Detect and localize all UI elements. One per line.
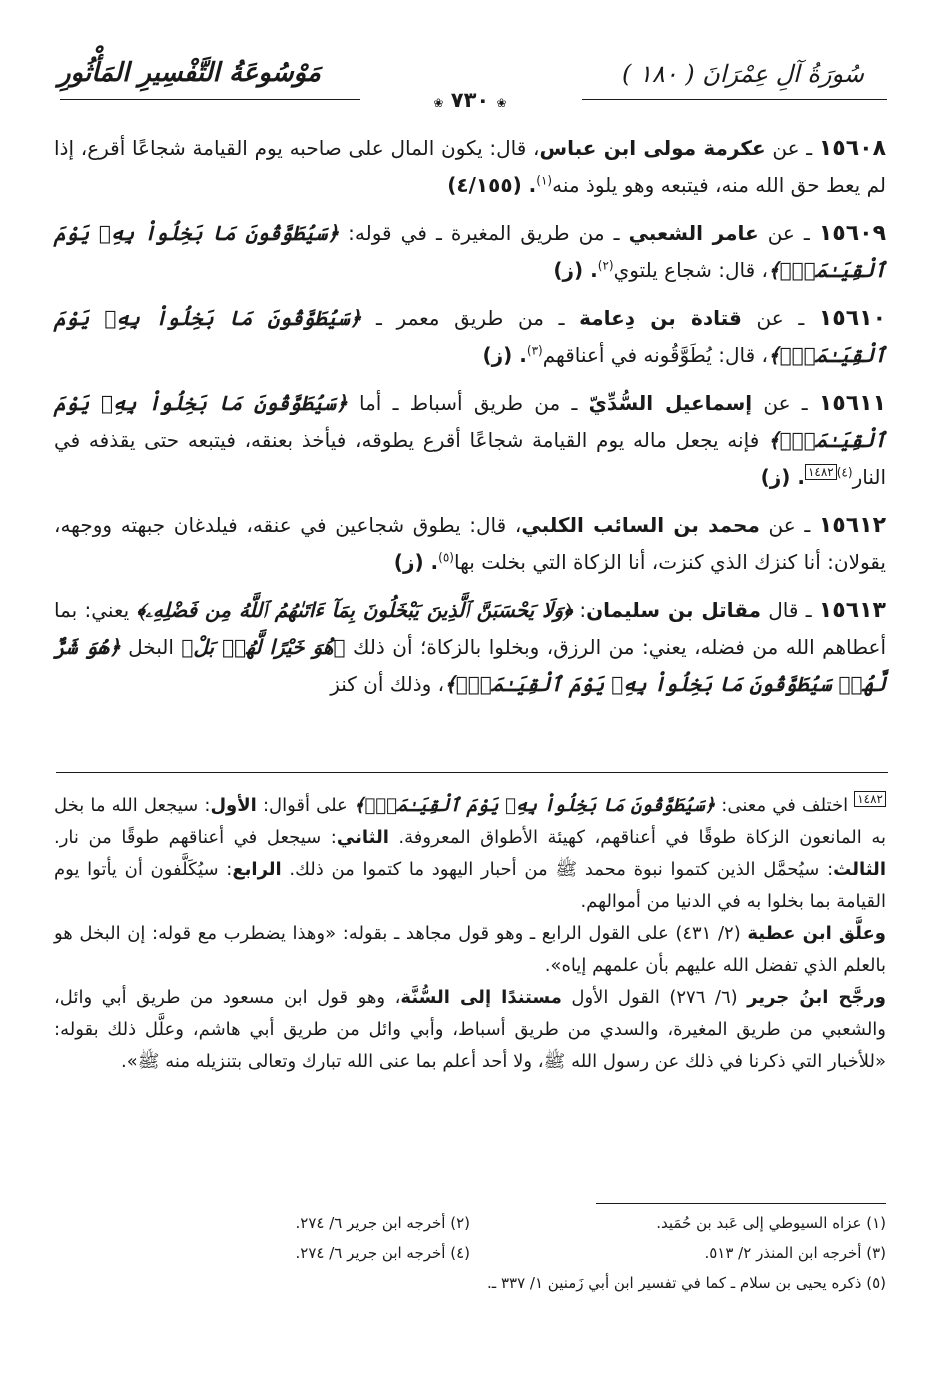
opinion-label: الثالث <box>833 859 886 880</box>
header-rule-left <box>60 99 360 100</box>
footnote-separator <box>596 1203 886 1204</box>
narration-entry: ١٥٦١٣ ـ قال مقاتل بن سليمان: ﴿وَلَا يَحْسَبَنَّ ٱلَّذِينَ يَبْخَلُونَ بِمَآ ءَاتَىٰهُمُ ٱللَّهُ مِن فَضْلِهِۦ﴾ يعني: بما أعطاهم الله من فضله، يعني: من الرزق، وبخلوا بالزكاة؛ أن ذلك ﴿هُوَ خَيْرًا لَّهُمۖ بَلْ﴾ البخل ﴿هُوَ شَرٌّ لَّهُمۖ سَيُطَوَّقُونَ مَا بَخِلُواْ بِهِۦ يَوْمَ ٱلْقِيَـٰمَةِۗ﴾، وذلك أن كنز <box>54 598 886 696</box>
quran-verse: ﴿هُوَ شَرٌّ لَّهُمۖ سَيُطَوَّقُونَ مَا بَخِلُواْ بِهِۦ يَوْمَ ٱلْقِيَـٰمَةِۗ﴾ <box>54 635 886 696</box>
reference: . (ز) <box>482 343 527 367</box>
footnote-row <box>54 1208 886 1238</box>
entry-number: ١٥٦٠٩ <box>818 221 886 246</box>
footnote: (٥) ذكره يحيى بن سلام ـ كما في تفسير ابن أبي زَمنين ١/ ٣٣٧ ـ. <box>487 1274 886 1292</box>
quran-verse: ﴿سَيُطَوَّقُونَ مَا بَخِلُواْ بِهِۦ يَوْمَ ٱلْقِيَـٰمَةِۗ﴾ <box>353 795 716 816</box>
narrator-name: إسماعيل السُّدِّيّ <box>588 391 753 415</box>
narration-entry: ١٥٦٠٩ ـ عن عامر الشعبي ـ من طريق المغيرة ـ في قوله: ﴿سَيُطَوَّقُونَ مَا بَخِلُواْ بِهِۦ يَوْمَ ٱلْقِيَـٰمَةِۗ﴾، قال: شجاع يلتوي$^{(٢)}$. (ز) <box>54 221 886 282</box>
entry-number: ١٥٦١٣ <box>818 598 886 623</box>
narrator-name: عامر الشعبي <box>628 221 759 245</box>
scholar-name: ابن عطية <box>747 923 832 944</box>
entry-number: ١٥٦١٠ <box>818 306 887 331</box>
footnote-marker: (٤) <box>836 465 853 480</box>
quran-verse: ﴿سَيُطَوَّقُونَ مَا بَخِلُواْ بِهِۦ يَوْمَ ٱلْقِيَـٰمَةِۗ﴾ <box>54 221 886 282</box>
commentary-section <box>54 790 886 1078</box>
reference: . (ز) <box>553 258 598 282</box>
footnote: (١) عزاه السيوطي إلى عَبد بن حُمَيد. <box>656 1214 886 1232</box>
reference: . (ز) <box>393 550 439 574</box>
scholar-name: ابنُ جرير <box>747 987 829 1008</box>
commentary-separator <box>56 772 888 773</box>
quran-verse: ﴿سَيُطَوَّقُونَ مَا بَخِلُواْ بِهِۦ يَوْمَ ٱلْقِيَـٰمَةِۗ﴾ <box>54 391 886 452</box>
emphasis: مستندًا إلى السُّنَّة <box>400 987 562 1008</box>
page-number: ❀ ٧٣٠ ❀ <box>420 88 520 112</box>
book-title: مَوْسُوعَةُ التَّفْسِيرِ المَأْثُورِ <box>58 58 321 88</box>
commentary-link[interactable]: ١٤٨٢ <box>805 464 837 480</box>
narrations <box>54 130 886 714</box>
footnote: (٣) أخرجه ابن المنذر ٢/ ٥١٣. <box>704 1244 886 1262</box>
header-rule-right <box>582 99 887 100</box>
narrator-name: عكرمة مولى ابن عباس <box>539 136 766 160</box>
surah-title: سُورَةُ آلِ عِمْرَانَ ( ١٨٠ ) <box>621 60 864 88</box>
reference: . (٤/١٥٥) <box>447 173 537 197</box>
commentary-paragraph: ورجَّح ابنُ جرير (٦/ ٢٧٦) القول الأول مستندًا إلى السُّنَّة، وهو قول ابن مسعود من طريق أبي وائل، والشعبي من طريق المغيرة، والسدي من طريق أسباط، وأبي وائل من طريق أبي هاشم، وعلَّل ذلك بقوله: «للأخبار التي ذكرنا في ذلك عن رسول الله ﷺ، ولا أحد أعلم بما عنى الله تبارك وتعالى بتنزيله منه ﷺ». <box>54 987 886 1072</box>
narrator-name: مقاتل بن سليمان <box>586 598 761 622</box>
ornament-icon: ❀ <box>433 96 444 110</box>
narration-entry: ١٥٦٠٨ ـ عن عكرمة مولى ابن عباس، قال: يكون المال على صاحبه يوم القيامة شجاعًا أقرع، إذا لم يعط حق الله منه، فيتبعه وهو يلوذ منه$^{(١)}$. (٤/١٥٥) <box>54 136 886 197</box>
narrator-name: محمد بن السائب الكلبي <box>521 513 760 537</box>
footnotes <box>54 1208 886 1298</box>
reference: . (ز) <box>760 465 805 489</box>
commentary-paragraph: وعلَّق ابن عطية (٢/ ٤٣١) على القول الرابع ـ وهو قول مجاهد ـ بقوله: «وهذا يضطرب مع قوله: إن البخل هو بالعلم الذي تفضل الله عليهم بأن علمهم إياه». <box>54 923 886 976</box>
quran-verse: ﴿هُوَ خَيْرًا لَّهُمۖ بَلْ﴾ <box>181 635 346 659</box>
opinion-label: الرابع <box>232 859 282 880</box>
footnote-marker: (٢) <box>597 258 614 273</box>
footnote-marker: (٥) <box>438 550 454 565</box>
ornament-icon: ❀ <box>496 96 507 110</box>
narration-entry: ١٥٦١٢ ـ عن محمد بن السائب الكلبي، قال: يطوق شجاعين في عنقه، فيلدغان جبهته ووجهه، يقولان: أنا كنزك الذي كنزت، أنا الزكاة التي بخلت بها$^{(٥)}$. (ز) <box>54 513 886 574</box>
narration-entry: ١٥٦١١ ـ عن إسماعيل السُّدِّيّ ـ من طريق أسباط ـ أما ﴿سَيُطَوَّقُونَ مَا بَخِلُواْ بِهِۦ يَوْمَ ٱلْقِيَـٰمَةِۗ﴾ فإنه يجعل ماله يوم القيامة شجاعًا أقرع يطوقه، فيأخذ بعنقه، فيتبعه حتى يقذفه في النار$^{(٤)}$١٤٨٢. (ز) <box>54 391 886 489</box>
footnote-marker: (٣) <box>526 343 543 358</box>
footnote-row <box>54 1268 886 1298</box>
quran-verse: ﴿سَيُطَوَّقُونَ مَا بَخِلُواْ بِهِۦ يَوْمَ ٱلْقِيَـٰمَةِۗ﴾ <box>54 306 886 367</box>
narration-entry: ١٥٦١٠ ـ عن قتادة بن دِعامة ـ من طريق معمر ـ ﴿سَيُطَوَّقُونَ مَا بَخِلُواْ بِهِۦ يَوْمَ ٱلْقِيَـٰمَةِۗ﴾، قال: يُطَوَّقُونه في أعناقهم$^{(٣)}$. (ز) <box>54 306 887 367</box>
entry-number: ١٥٦١٢ <box>818 513 886 538</box>
commentary-number: ١٤٨٢ <box>854 791 886 807</box>
opinion-label: الأول <box>210 795 257 816</box>
footnote-row <box>54 1238 886 1268</box>
entry-number: ١٥٦٠٨ <box>818 136 886 161</box>
narrator-name: قتادة بن دِعامة <box>579 306 742 330</box>
commentary-paragraph: ١٤٨٢ اختلف في معنى: ﴿سَيُطَوَّقُونَ مَا بَخِلُواْ بِهِۦ يَوْمَ ٱلْقِيَـٰمَةِۗ﴾ على أقوال: الأول: سيجعل الله ما بخل به المانعون الزكاة طوقًا في أعناقهم، كهيئة الأطواق المعروفة. الثاني: سيجعل في أعناقهم طوقًا من نار. الثالث: سيُحمَّل الذين كتموا نبوة محمد ﷺ من أحبار اليهود ما كتموا من ذلك. الرابع: سيُكَلَّفون أن يأتوا يوم القيامة بما بخلوا به في الدنيا من أموالهم. <box>54 792 886 912</box>
footnote: (٢) أخرجه ابن جرير ٦/ ٢٧٤. <box>295 1214 470 1232</box>
entry-number: ١٥٦١١ <box>818 391 886 416</box>
footnote-marker: (١) <box>536 173 553 188</box>
quran-verse: ﴿وَلَا يَحْسَبَنَّ ٱلَّذِينَ يَبْخَلُونَ بِمَآ ءَاتَىٰهُمُ ٱللَّهُ مِن فَضْلِهِۦ﴾ <box>136 598 573 622</box>
footnote: (٤) أخرجه ابن جرير ٦/ ٢٧٤. <box>295 1244 470 1262</box>
opinion-label: الثاني <box>336 827 389 848</box>
